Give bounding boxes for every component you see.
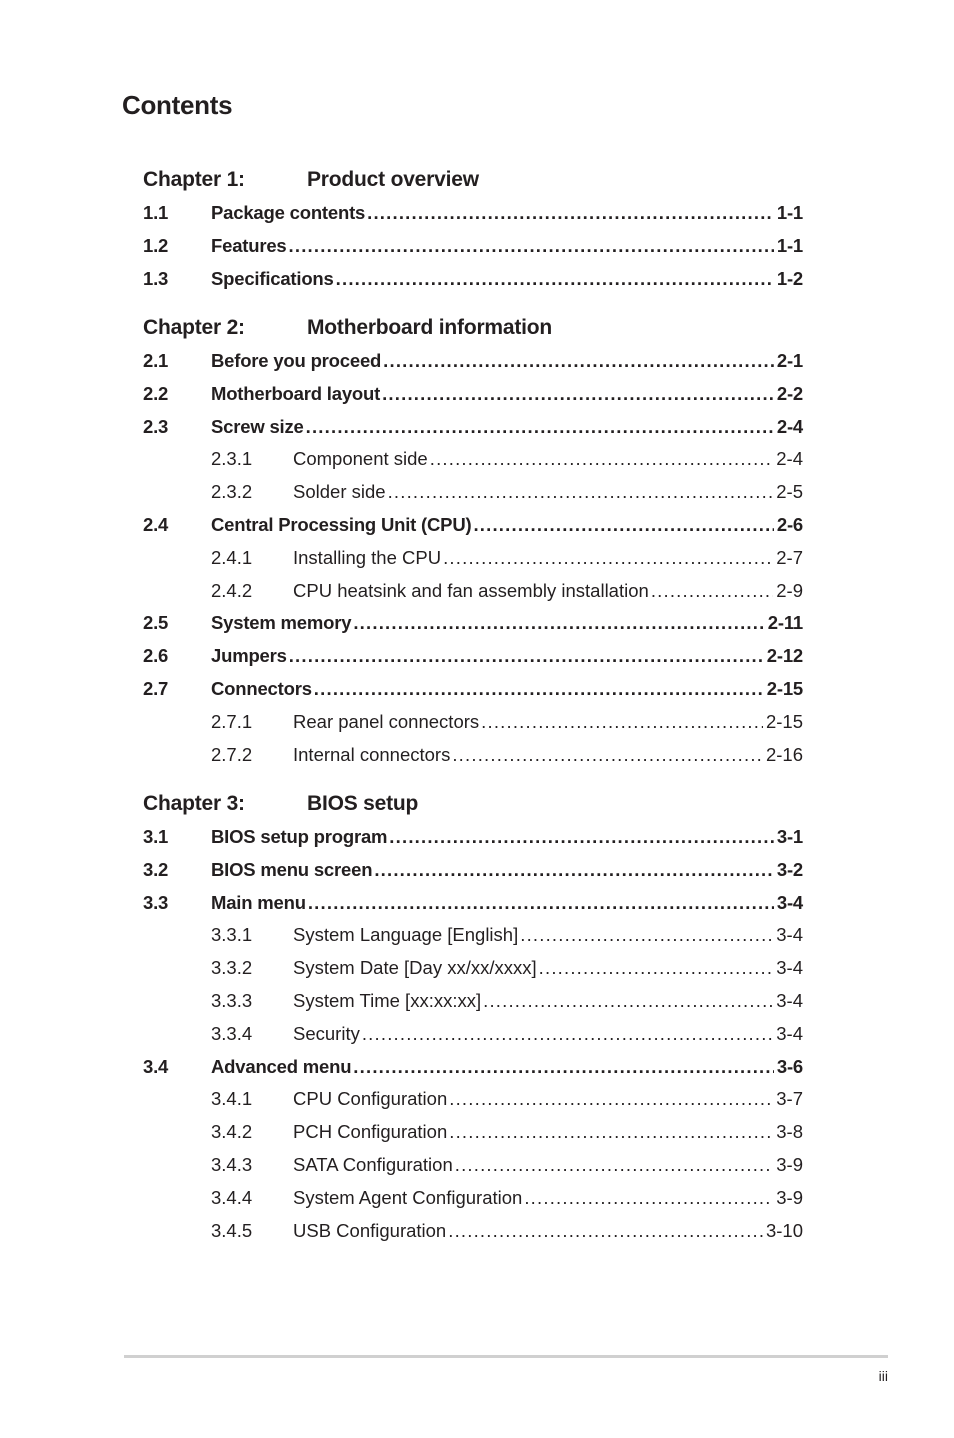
section-number: 2.7.2 [211, 743, 253, 765]
chapter-label: Chapter 2: [143, 316, 245, 339]
toc-entry[interactable] [143, 235, 803, 261]
section-title: System Time [xx:xx:xx] [293, 990, 482, 1011]
dot-leader [374, 859, 774, 881]
section-title: Internal connectors [293, 743, 451, 765]
page-reference: 1-2 [776, 267, 803, 289]
dot-leader [336, 268, 774, 290]
section-title: CPU heatsink and fan assembly installation [293, 579, 649, 601]
dot-leader [383, 350, 774, 372]
page-reference: 2-12 [766, 645, 803, 667]
chapter-heading[interactable] [143, 168, 803, 198]
toc-entry[interactable] [143, 448, 803, 474]
page-reference: 3-4 [776, 924, 803, 946]
page-reference: 2-2 [776, 382, 803, 404]
section-number: 3.3.1 [211, 924, 253, 946]
dot-leader [314, 678, 764, 700]
toc-entry[interactable] [143, 859, 803, 885]
dot-leader [524, 1187, 773, 1209]
section-number: 2.5 [143, 612, 169, 634]
dot-leader [651, 580, 773, 602]
section-title: Solder side [293, 481, 386, 503]
section-number: 3.3.3 [211, 990, 253, 1011]
dot-leader [481, 711, 763, 733]
section-number: 2.7.1 [211, 710, 253, 732]
section-title: PCH Configuration [293, 1121, 448, 1143]
chapter-label: Chapter 1: [143, 168, 245, 191]
section-number: 3.3.4 [211, 1022, 253, 1044]
dot-leader [382, 383, 774, 405]
dot-leader [362, 1023, 773, 1045]
section-title: Motherboard layout [211, 382, 381, 404]
section-title: Main menu [211, 891, 306, 913]
page-reference: 2-9 [776, 579, 803, 601]
chapter-label: Chapter 3: [143, 792, 245, 815]
chapter-title: Product overview [307, 168, 479, 191]
dot-leader [473, 514, 773, 536]
page-reference: 3-4 [776, 957, 803, 979]
section-title: System Agent Configuration [293, 1186, 523, 1208]
toc-entry[interactable] [143, 892, 803, 918]
section-number: 3.4 [143, 1055, 169, 1077]
section-number: 3.4.1 [211, 1088, 253, 1110]
section-title: System memory [211, 612, 352, 634]
section-title: Advanced menu [211, 1055, 352, 1077]
section-number: 2.3 [143, 415, 169, 437]
section-number: 2.4 [143, 514, 169, 535]
page-reference: 2-11 [767, 612, 803, 634]
toc-entry[interactable] [143, 744, 803, 770]
dot-leader [389, 826, 774, 848]
page-reference: 3-9 [776, 1154, 803, 1175]
page-reference: 1-1 [776, 234, 803, 256]
dot-leader [483, 990, 773, 1012]
page-reference: 2-15 [765, 710, 803, 732]
page-title: Contents [122, 90, 233, 120]
section-number: 3.2 [143, 858, 169, 880]
page-reference: 3-10 [765, 1219, 803, 1241]
toc-entry[interactable] [143, 202, 803, 228]
toc-entry[interactable] [143, 826, 803, 852]
page-reference: 2-7 [776, 546, 803, 568]
section-title: Component side [293, 448, 428, 470]
section-number: 2.3.2 [211, 481, 253, 503]
section-title: Installing the CPU [293, 546, 442, 568]
section-number: 3.3.2 [211, 957, 253, 979]
toc-entry[interactable] [143, 1220, 803, 1246]
page-reference: 3-8 [776, 1121, 803, 1143]
dot-leader [455, 1154, 774, 1176]
section-number: 1.1 [143, 202, 169, 223]
chapter-title: Motherboard information [307, 316, 553, 339]
page-reference: 2-15 [766, 678, 803, 699]
section-title: CPU Configuration [293, 1088, 448, 1110]
section-title: Central Processing Unit (CPU) [211, 514, 472, 535]
dot-leader [306, 416, 774, 438]
dot-leader [452, 744, 763, 766]
footer-divider [124, 1355, 888, 1358]
section-title: Package contents [211, 202, 366, 223]
section-title: SATA Configuration [293, 1154, 453, 1175]
toc-entry[interactable] [143, 268, 803, 294]
dot-leader [388, 481, 774, 503]
dot-leader [430, 448, 774, 470]
toc-entry[interactable] [143, 547, 803, 573]
dot-leader [353, 1056, 774, 1078]
page-reference: 3-7 [776, 1088, 803, 1110]
toc-entry[interactable] [143, 990, 803, 1016]
section-number: 2.1 [143, 350, 169, 371]
section-number: 2.2 [143, 382, 169, 404]
chapter-title: BIOS setup [307, 792, 419, 815]
section-number: 2.7 [143, 678, 169, 699]
section-number: 2.4.2 [211, 579, 253, 601]
section-number: 1.2 [143, 234, 169, 256]
page-reference: 2-6 [776, 514, 803, 535]
chapter-heading[interactable] [143, 792, 803, 822]
section-number: 3.4.5 [211, 1219, 253, 1241]
toc-entry[interactable] [143, 514, 803, 540]
section-title: Jumpers [211, 645, 287, 667]
dot-leader [449, 1121, 773, 1143]
toc-entry[interactable] [143, 1056, 803, 1082]
dot-leader [448, 1220, 763, 1242]
page-reference: 3-4 [776, 1022, 803, 1044]
section-title: System Language [English] [293, 924, 519, 946]
dot-leader [353, 612, 764, 634]
toc-entry[interactable] [143, 1154, 803, 1180]
page-reference: 1-1 [776, 202, 803, 223]
dot-leader [367, 202, 774, 224]
toc-entry[interactable] [143, 645, 803, 671]
toc-entry[interactable] [143, 678, 803, 704]
page-reference: 3-9 [776, 1186, 803, 1208]
toc-entry[interactable] [143, 711, 803, 737]
page-reference: 2-4 [776, 415, 803, 437]
section-title: USB Configuration [293, 1219, 447, 1241]
page-reference: 3-4 [776, 990, 803, 1011]
page-number: iii [878, 1368, 888, 1384]
section-title: Before you proceed [211, 350, 382, 371]
toc-entry[interactable] [143, 580, 803, 606]
toc-entry[interactable] [143, 383, 803, 409]
page-reference: 2-5 [776, 481, 803, 503]
section-number: 1.3 [143, 267, 169, 289]
section-title: Features [211, 234, 287, 256]
page-reference: 3-4 [776, 891, 803, 913]
section-title: BIOS menu screen [211, 858, 373, 880]
section-number: 2.3.1 [211, 448, 253, 470]
dot-leader [443, 547, 773, 569]
toc-entry[interactable] [143, 1187, 803, 1213]
section-number: 3.4.4 [211, 1186, 253, 1208]
dot-leader [289, 235, 774, 257]
toc-entry[interactable] [143, 1121, 803, 1147]
dot-leader [308, 892, 774, 914]
page-reference: 3-6 [776, 1055, 803, 1077]
section-title: Rear panel connectors [293, 710, 480, 732]
section-title: System Date [Day xx/xx/xxxx] [293, 957, 537, 979]
section-title: Security [293, 1022, 360, 1044]
section-number: 2.4.1 [211, 546, 253, 568]
section-title: Screw size [211, 415, 304, 437]
section-number: 3.4.2 [211, 1121, 253, 1143]
page-reference: 2-1 [776, 350, 803, 371]
section-title: Specifications [211, 267, 334, 289]
toc-entry[interactable] [143, 957, 803, 983]
page-reference: 2-16 [765, 743, 803, 765]
dot-leader [449, 1088, 773, 1110]
chapter-heading[interactable] [143, 316, 803, 346]
toc-entry[interactable] [143, 612, 803, 638]
section-title: BIOS setup program [211, 826, 388, 847]
page-reference: 3-2 [776, 858, 803, 880]
toc-entry[interactable] [143, 1023, 803, 1049]
toc-entry[interactable] [143, 350, 803, 376]
page-reference: 2-4 [776, 448, 803, 470]
section-number: 3.1 [143, 826, 169, 847]
toc-entry[interactable] [143, 416, 803, 442]
section-title: Connectors [211, 678, 312, 699]
toc-entry[interactable] [143, 1088, 803, 1114]
dot-leader [289, 645, 764, 667]
section-number: 3.4.3 [211, 1154, 253, 1175]
section-number: 2.6 [143, 645, 169, 667]
toc-entry[interactable] [143, 924, 803, 950]
toc-entry[interactable] [143, 481, 803, 507]
dot-leader [520, 924, 773, 946]
section-number: 3.3 [143, 891, 169, 913]
page-reference: 3-1 [776, 826, 803, 847]
dot-leader [539, 957, 774, 979]
